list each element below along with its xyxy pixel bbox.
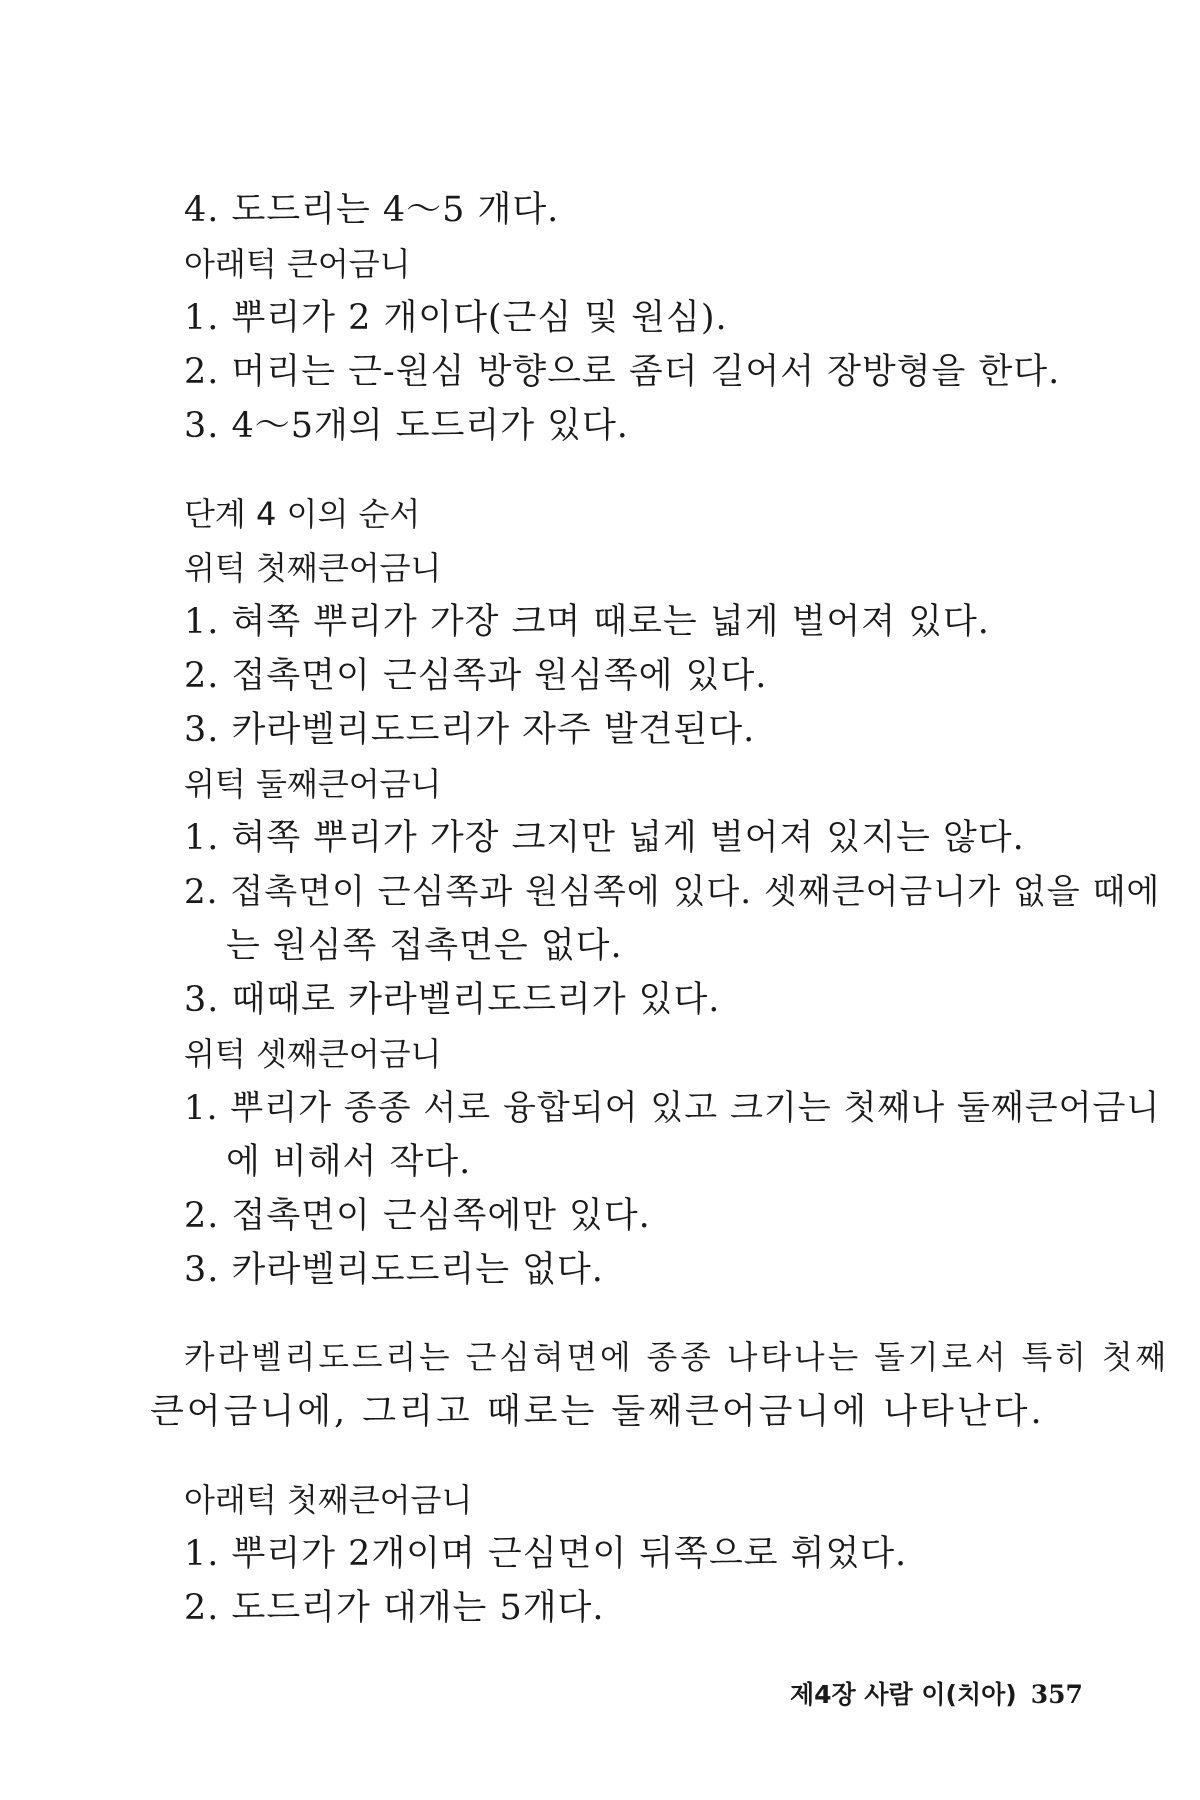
list-item: 2. 머리는 근-원심 방향으로 좀더 길어서 장방형을 한다. <box>184 352 1061 392</box>
section-heading: 위턱 첫째큰어금니 <box>184 549 442 587</box>
paragraph-line: 큰어금니에, 그리고 때로는 둘째큰어금니에 나타난다. <box>150 1392 1045 1432</box>
paragraph-line: 카라벨리도드리는 근심혀면에 종종 나타나는 돌기로서 특히 첫째 <box>184 1340 1170 1376</box>
page-footer <box>790 1680 1083 1710</box>
list-item: 3. 4～5개의 도드리가 있다. <box>184 406 629 446</box>
section-heading: 위턱 둘째큰어금니 <box>184 765 442 803</box>
list-item: 2. 접촉면이 근심쪽에만 있다. <box>184 1196 651 1236</box>
list-item: 1. 뿌리가 2개이며 근심면이 뒤쪽으로 휘었다. <box>184 1534 908 1574</box>
list-item: 2. 접촉면이 근심쪽과 원심쪽에 있다. <box>184 656 768 696</box>
chapter-title: 제4장 사람 이(치아) <box>790 1680 1017 1709</box>
page-number: 357 <box>1030 1680 1083 1709</box>
list-item: 3. 카라벨리도드리는 없다. <box>184 1250 604 1290</box>
list-item-continuation: 는 원심쪽 접촉면은 없다. <box>226 926 623 966</box>
list-item: 1. 뿌리가 2 개이다(근심 및 원심). <box>184 298 728 338</box>
list-item: 2. 도드리가 대개는 5개다. <box>184 1588 605 1628</box>
step-heading: 단계 4 이의 순서 <box>184 495 421 533</box>
list-item: 1. 뿌리가 종종 서로 융합되어 있고 크기는 첫째나 둘째큰어금니 <box>184 1088 1161 1128</box>
list-item: 3. 카라벨리도드리가 자주 발견된다. <box>184 710 756 750</box>
list-item: 3. 때때로 카라벨리도드리가 있다. <box>184 980 721 1020</box>
section-heading: 아래턱 큰어금니 <box>184 245 411 283</box>
section-heading: 아래턱 첫째큰어금니 <box>184 1481 473 1519</box>
list-item-continuation: 에 비해서 작다. <box>226 1142 472 1182</box>
list-item: 1. 혀쪽 뿌리가 가장 크지만 넓게 벌어져 있지는 않다. <box>184 818 1025 858</box>
list-item: 2. 접촉면이 근심쪽과 원심쪽에 있다. 셋째큰어금니가 없을 때에 <box>184 872 1161 912</box>
section-heading: 위턱 셋째큰어금니 <box>184 1035 442 1073</box>
list-item: 4. 도드리는 4～5 개다. <box>184 190 560 230</box>
list-item: 1. 혀쪽 뿌리가 가장 크며 때로는 넓게 벌어져 있다. <box>184 602 990 642</box>
